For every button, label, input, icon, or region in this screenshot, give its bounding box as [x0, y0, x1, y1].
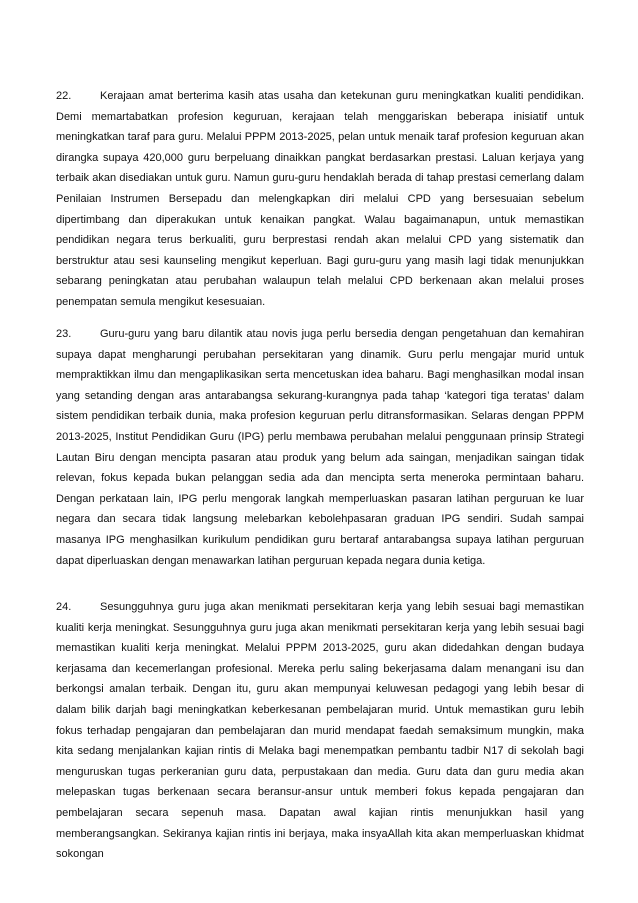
- paragraph-text: Sesungguhnya guru juga akan menikmati persekitaran kerja yang lebih sesuai bagi memastikan kualiti kerja meningkat. Sesungguhnya guru juga akan menikmati persekitaran kerja yang lebih sesuai bagi memastikan kualiti kerja meningkat. Melalui PPPM 2013-2025, guru akan didedahkan dengan budaya kerjasama dan kecemerlangan profesional. Mereka perlu saling bekerjasama dalam menangani isu dan berkongsi amalan terbaik. Dengan itu, guru akan mempunyai keluwesan pedagogi yang lebih besar di dalam bilik darjah bagi meningkatkan keberkesanan pembelajaran murid. Untuk memastikan guru lebih fokus terhadap pengajaran dan pembelajaran dan murid mendapat faedah semaksimum mungkin, maka kita sedang menjalankan kajian rintis di Melaka bagi menempatkan pembantu tadbir N17 di sekolah bagi menguruskan tugas perkeranian guru data, perpustakaan dan media. Guru data dan guru media akan melepaskan tugas berkenaan secara beransur-ansur untuk memberi fokus kepada pengajaran dan pembelajaran secara sepenuh masa. Dapatan awal kajian rintis menunjukkan hasil yang memberangsangkan. Sekiranya kajian rintis ini berjaya, maka insyaAllah kita akan memperluaskan khidmat sokongan: [56, 601, 584, 861]
- paragraph-22: [56, 86, 584, 313]
- paragraph-text: Guru-guru yang baru dilantik atau novis juga perlu bersedia dengan pengetahuan dan kemahiran supaya dapat mengharungi perubahan persekitaran yang dinamik. Guru perlu mengajar murid untuk mempraktikkan ilmu dan mengaplikasikan serta mencetuskan idea baharu. Bagi menghasilkan modal insan yang setanding dengan aras antarabangsa sekurang-kurangnya pada tahap ‘kategori tiga teratas’ dalam sistem pendidikan terbaik dunia, maka profesion keguruan perlu ditransformasikan. Selaras dengan PPPM 2013-2025, Institut Pendidikan Guru (IPG) perlu membawa perubahan melalui penggunaan prinsip Strategi Lautan Biru dengan mencipta pasaran atau produk yang belum ada saingan, menjadikan saingan tidak relevan, fokus kepada bukan pelanggan sedia ada dan mencipta serta meneroka permintaan baharu. Dengan perkataan lain, IPG perlu mengorak langkah memperluaskan pasaran latihan perguruan ke luar negara dan secara tidak langsung melebarkan kebolehpasaran graduan IPG sendiri. Sudah sampai masanya IPG menghasilkan kurikulum pendidikan guru bertaraf antarabangsa supaya latihan perguruan dapat diperluaskan dengan menawarkan latihan perguruan kepada negara dunia ketiga.: [56, 328, 584, 567]
- paragraph-number: 23.: [56, 328, 72, 340]
- paragraph-number: 22.: [56, 90, 72, 102]
- paragraph-23: [56, 324, 584, 571]
- paragraph-number: 24.: [56, 601, 72, 613]
- paragraph-24: [56, 597, 584, 865]
- paragraph-text: Kerajaan amat berterima kasih atas usaha dan ketekunan guru meningkatkan kualiti pendidikan. Demi memartabatkan profesion keguruan, kerajaan telah menggariskan beberapa inisiatif untuk meningkatkan taraf para guru. Melalui PPPM 2013-2025, pelan untuk menaik taraf profesion keguruan akan dirangka supaya 420,000 guru berpeluang dinaikkan pangkat berdasarkan prestasi. Laluan kerjaya yang terbaik akan disediakan untuk guru. Namun guru-guru hendaklah berada di tahap prestasi cemerlang dalam Penilaian Instrumen Bersepadu dan melengkapkan diri melalui CPD yang bersesuaian sebelum dipertimbang dan diperakukan untuk kenaikan pangkat. Walau bagaimanapun, untuk memastikan pendidikan negara terus berkualiti, guru berprestasi rendah akan melalui CPD yang sistematik dan berstruktur atau sesi kaunseling mengikut keperluan. Bagi guru-guru yang masih lagi tidak menunjukkan sebarang peningkatan atau perubahan walaupun telah melalui CPD berkenaan akan melalui proses penempatan semula mengikut kesesuaian.: [56, 90, 584, 308]
